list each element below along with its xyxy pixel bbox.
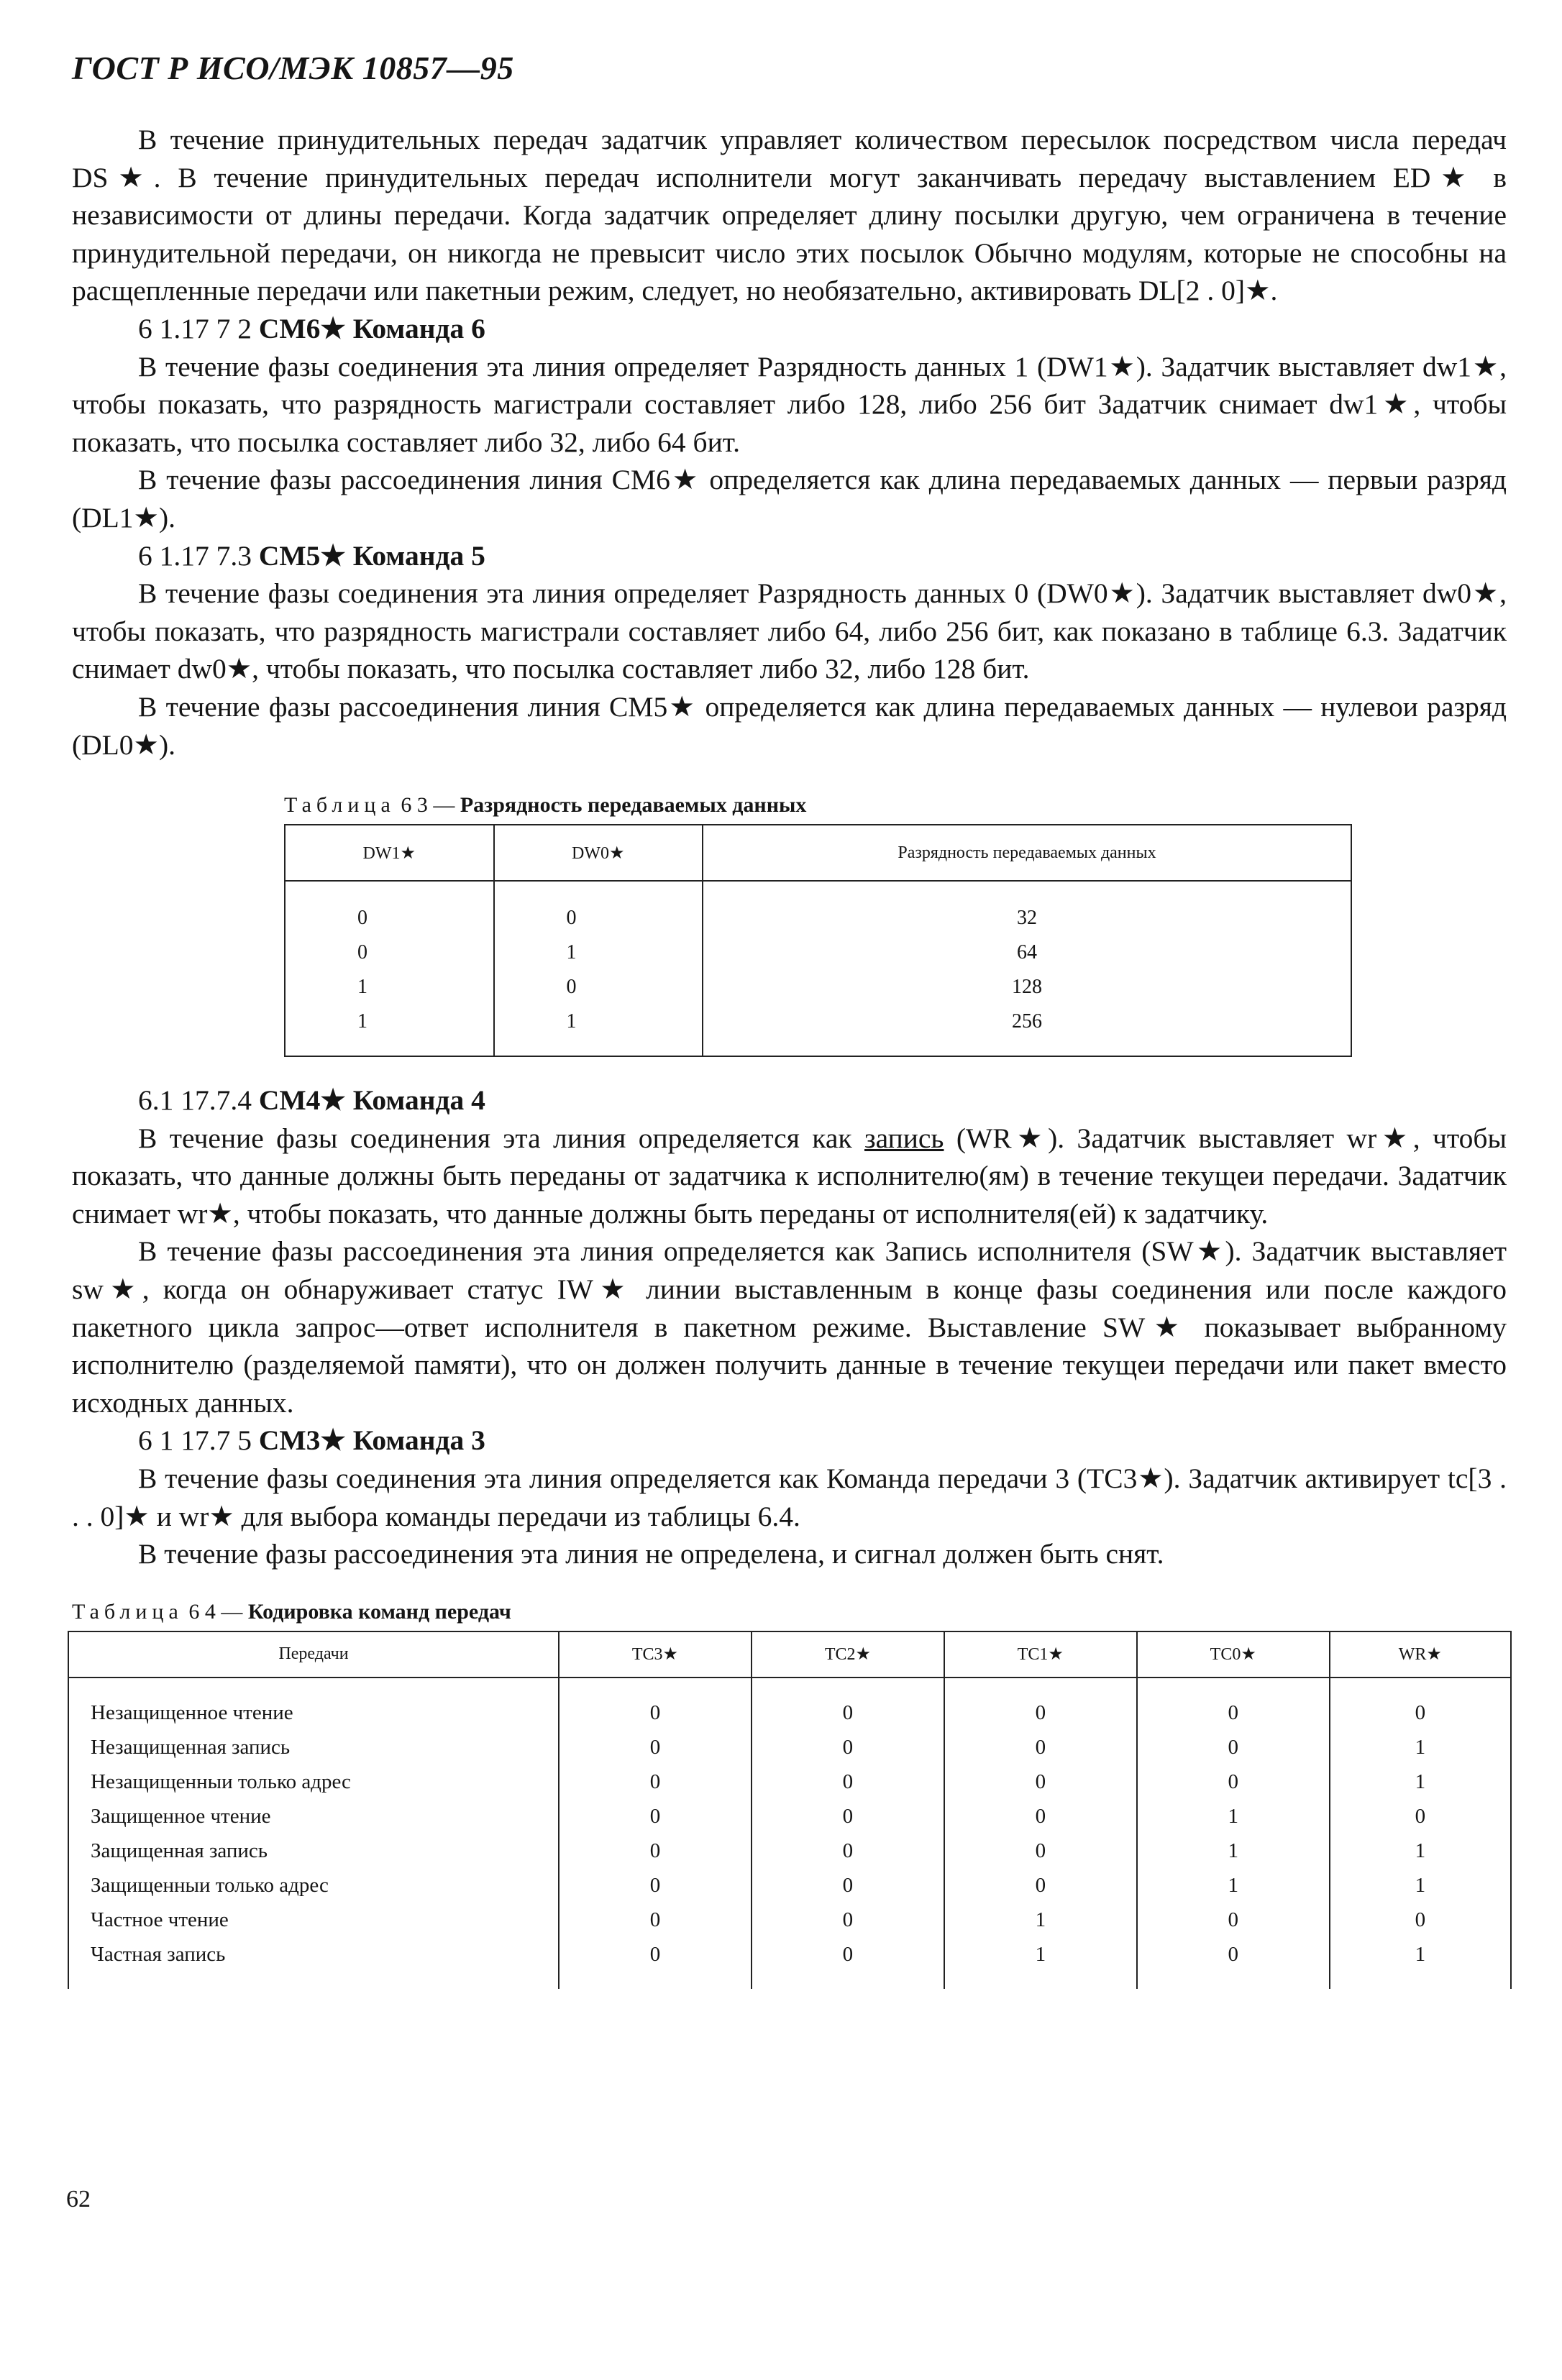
table-cell: 64	[703, 935, 1351, 970]
section-heading-cm3	[72, 1422, 1507, 1460]
table-row	[68, 1903, 1511, 1938]
table-cell: 0	[1137, 1678, 1330, 1731]
table-header-cell: WR★	[1330, 1631, 1511, 1678]
document-header: ГОСТ Р ИСО/МЭК 10857—95	[72, 50, 514, 86]
table-cell: 0	[285, 935, 494, 970]
table-cell: 1	[944, 1938, 1137, 1989]
section-number: 6 1.17 7 2	[138, 312, 252, 344]
document-body	[72, 121, 1507, 1989]
paragraph: В течение фазы рассоединения линия CM5★ определяется как длина передаваемых данных — нулевои разряд (DL0★).	[72, 690, 1507, 761]
table-cell: 0	[752, 1903, 944, 1938]
table-cell: 0	[944, 1678, 1137, 1731]
table-label: Таблица	[284, 793, 396, 818]
table-cell: 0	[1137, 1731, 1330, 1765]
table-header-cell: TC3★	[559, 1631, 752, 1678]
table-6-4	[68, 1631, 1512, 1989]
table-cell: 0	[944, 1765, 1137, 1800]
table-cell: 0	[1330, 1903, 1511, 1938]
table-cell: Незащищенныи только адрес	[68, 1765, 559, 1800]
table-header-cell: Передачи	[68, 1631, 559, 1678]
table-cell: 1	[1330, 1731, 1511, 1765]
table-cell: 0	[494, 881, 703, 935]
paragraph	[72, 1120, 1507, 1233]
table-cell: Защищенная запись	[68, 1834, 559, 1869]
table-cell: 0	[944, 1731, 1137, 1765]
table-cell: 0	[944, 1800, 1137, 1834]
table-cell: 0	[752, 1731, 944, 1765]
table-cell: Частная запись	[68, 1938, 559, 1989]
table-row	[68, 1731, 1511, 1765]
table-cell: 0	[559, 1903, 752, 1938]
table-cell: 256	[703, 1004, 1351, 1056]
page-number: 62	[66, 2186, 91, 2212]
paragraph: В течение фазы рассоединения линия CM6★ определяется как длина передаваемых данных — первыи разряд (DL1★).	[72, 464, 1507, 534]
table-cell: Частное чтение	[68, 1903, 559, 1938]
table-6-3	[284, 824, 1352, 1057]
table-header-cell: DW1★	[285, 825, 494, 881]
table-cell: 0	[752, 1834, 944, 1869]
table-cell: 0	[559, 1869, 752, 1903]
table-cell: 1	[1330, 1765, 1511, 1800]
table-row	[285, 935, 1351, 970]
table-cell: 1	[285, 970, 494, 1004]
text-run: В течение фазы соединения эта линия определяется как	[138, 1122, 864, 1154]
table-label: Таблица	[72, 1599, 183, 1624]
table-cell: 0	[1330, 1678, 1511, 1731]
table-cell: 0	[494, 970, 703, 1004]
table-cell: 0	[752, 1800, 944, 1834]
table-row	[285, 881, 1351, 935]
table-row	[68, 1678, 1511, 1731]
table-cell: 0	[559, 1765, 752, 1800]
table-row	[68, 1834, 1511, 1869]
table-cell: 0	[559, 1834, 752, 1869]
section-number: 6 1.17 7.3	[138, 539, 252, 572]
table-cell: 0	[1137, 1765, 1330, 1800]
table-row	[285, 970, 1351, 1004]
table-cell: Защищенныи только адрес	[68, 1869, 559, 1903]
table-header-cell: DW0★	[494, 825, 703, 881]
paragraph: В течение фазы рассоединения эта линия определяется как Запись исполнителя (SW★). Задатчик выставляет sw★, когда он обнаруживает статус IW★ линии выставленным в конце фазы соединения или после каждого пакетного цикла запрос—ответ исполнителя в пакетном режиме. Выставление SW★ показывает выбранному исполнителю (разделяемой памяти), что он должен получить данные в течение текущеи передачи или пакет вместо исходных данных.	[72, 1235, 1507, 1419]
section-title: CM5★ Команда 5	[258, 539, 485, 572]
paragraph: В течение фазы рассоединения эта линия не определена, и сигнал должен быть снят.	[138, 1538, 1164, 1570]
section-number: 6 1 17.7 5	[138, 1424, 252, 1457]
table-6-3-caption	[284, 791, 1507, 820]
section-title: CM4★ Команда 4	[258, 1084, 485, 1117]
table-cell: 1	[1137, 1800, 1330, 1834]
table-cell: 0	[559, 1938, 752, 1989]
section-heading-cm4	[72, 1081, 1507, 1120]
table-cell: 1	[285, 1004, 494, 1056]
table-cell: 0	[752, 1678, 944, 1731]
table-cell: 0	[1137, 1938, 1330, 1989]
table-cell: 0	[944, 1834, 1137, 1869]
paragraph: В течение фазы соединения эта линия определяет Разрядность данных 0 (DW0★). Задатчик выставляет dw0★, чтобы показать, что разрядность магистрали составляет либо 64, либо 256 бит, как показано в таблице 6.3. Задатчик снимает dw0★, чтобы показать, что посылка составляет либо 32, либо 128 бит.	[72, 577, 1507, 685]
table-cell: Защищенное чтение	[68, 1800, 559, 1834]
table-cell: 1	[1330, 1869, 1511, 1903]
table-title: Кодировка команд передач	[247, 1599, 511, 1624]
table-row	[68, 1869, 1511, 1903]
table-cell: 128	[703, 970, 1351, 1004]
table-cell: 0	[285, 881, 494, 935]
table-cell: 1	[944, 1903, 1137, 1938]
table-header-cell: TC2★	[752, 1631, 944, 1678]
table-cell: 32	[703, 881, 1351, 935]
section-title: CM6★ Команда 6	[258, 312, 485, 344]
table-cell: 1	[1137, 1869, 1330, 1903]
table-cell: 1	[1330, 1834, 1511, 1869]
table-cell: 1	[1137, 1834, 1330, 1869]
table-cell: 0	[1330, 1800, 1511, 1834]
table-cell: 0	[752, 1938, 944, 1989]
table-cell: 0	[752, 1869, 944, 1903]
table-header-cell: TC0★	[1137, 1631, 1330, 1678]
table-cell: 0	[752, 1765, 944, 1800]
table-cell: 0	[559, 1731, 752, 1765]
table-title: Разрядность передаваемых данных	[460, 793, 807, 818]
table-cell: 0	[944, 1869, 1137, 1903]
paragraph: В течение фазы соединения эта линия определяет Разрядность данных 1 (DW1★). Задатчик выставляет dw1★, чтобы показать, что разрядность магистрали составляет либо 128, либо 256 бит Задатчик снимает dw1★, чтобы показать, что посылка составляет либо 32, либо 64 бит.	[72, 350, 1507, 458]
section-title: CM3★ Команда 3	[258, 1424, 485, 1457]
table-cell: 1	[1330, 1938, 1511, 1989]
table-number: 6 3 —	[401, 793, 455, 818]
section-heading-cm5	[72, 537, 1507, 575]
text-run: (WR★). Задатчик выставляет wr★, чтобы показать, что данные должны быть переданы от задатчика к исполнителю(ям) в течение текущеи передачи. Задатчик снимает wr★, чтобы показать, что данные должны быть переданы от исполнителя(ей) к задатчику.	[72, 1122, 1507, 1230]
table-cell: 0	[559, 1800, 752, 1834]
table-header-cell: TC1★	[944, 1631, 1137, 1678]
table-row	[68, 1765, 1511, 1800]
table-header-cell: Разрядность передаваемых данных	[703, 825, 1351, 881]
table-cell: 0	[559, 1678, 752, 1731]
table-row	[285, 1004, 1351, 1056]
table-cell: 1	[494, 935, 703, 970]
paragraph: В течение фазы соединения эта линия определяется как Команда передачи 3 (TC3★). Задатчик активирует tc[3 . . . 0]★ и wr★ для выбора команды передачи из таблицы 6.4.	[72, 1463, 1507, 1532]
table-cell: Незащищенная запись	[68, 1731, 559, 1765]
table-number: 6 4 —	[188, 1599, 243, 1624]
underlined-term: запись	[864, 1122, 944, 1154]
table-6-4-caption	[72, 1598, 1507, 1626]
table-cell: 0	[1137, 1903, 1330, 1938]
table-row	[68, 1938, 1511, 1989]
paragraph: В течение принудительных передач задатчик управляет количеством пересылок посредством числа передач DS★. В течение принудительных передач исполнители могут заканчивать передачу выставлением ED★ в независимости от длины передачи. Когда задатчик определяет длину посылки другую, чем ограничена в течение принудительной передачи, он никогда не превысит число этих посылок Обычно модулям, которые не способны на расщепленные передачи или пакетныи режим, следует, но необязательно, активировать DL[2 . 0]★.	[72, 124, 1507, 307]
table-cell: Незащищенное чтение	[68, 1678, 559, 1731]
table-cell: 1	[494, 1004, 703, 1056]
section-number: 6.1 17.7.4	[138, 1084, 252, 1117]
table-row	[68, 1800, 1511, 1834]
section-heading-cm6	[72, 310, 1507, 348]
